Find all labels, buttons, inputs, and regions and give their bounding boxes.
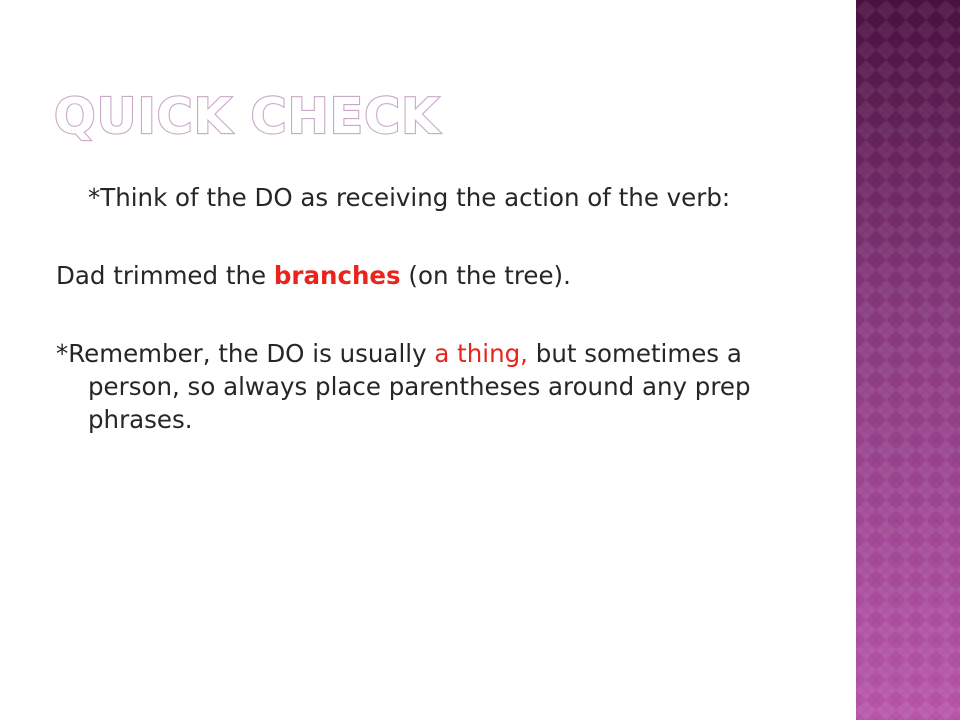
diamond-pattern-background bbox=[856, 0, 960, 720]
title-outline-text bbox=[54, 86, 441, 146]
slide-body bbox=[56, 181, 836, 436]
example-text-after: (on the tree). bbox=[400, 261, 571, 290]
reminder-text-after: but sometimes a person, so always place parentheses around any prep phrases. bbox=[88, 339, 751, 434]
decorative-sidebar bbox=[856, 0, 960, 720]
slide-title bbox=[54, 86, 441, 146]
example-sentence bbox=[56, 259, 836, 292]
reminder-text-before: *Remember, the DO is usually bbox=[56, 339, 435, 368]
instruction-paragraph: *Think of the DO as receiving the action of the verb: bbox=[88, 183, 731, 212]
thing-highlight: a thing, bbox=[434, 339, 528, 368]
title-text: Quick Check bbox=[54, 88, 441, 145]
direct-object-highlight: branches bbox=[273, 261, 401, 290]
reminder-paragraph bbox=[56, 337, 836, 436]
example-text-before: Dad trimmed the bbox=[56, 261, 274, 290]
